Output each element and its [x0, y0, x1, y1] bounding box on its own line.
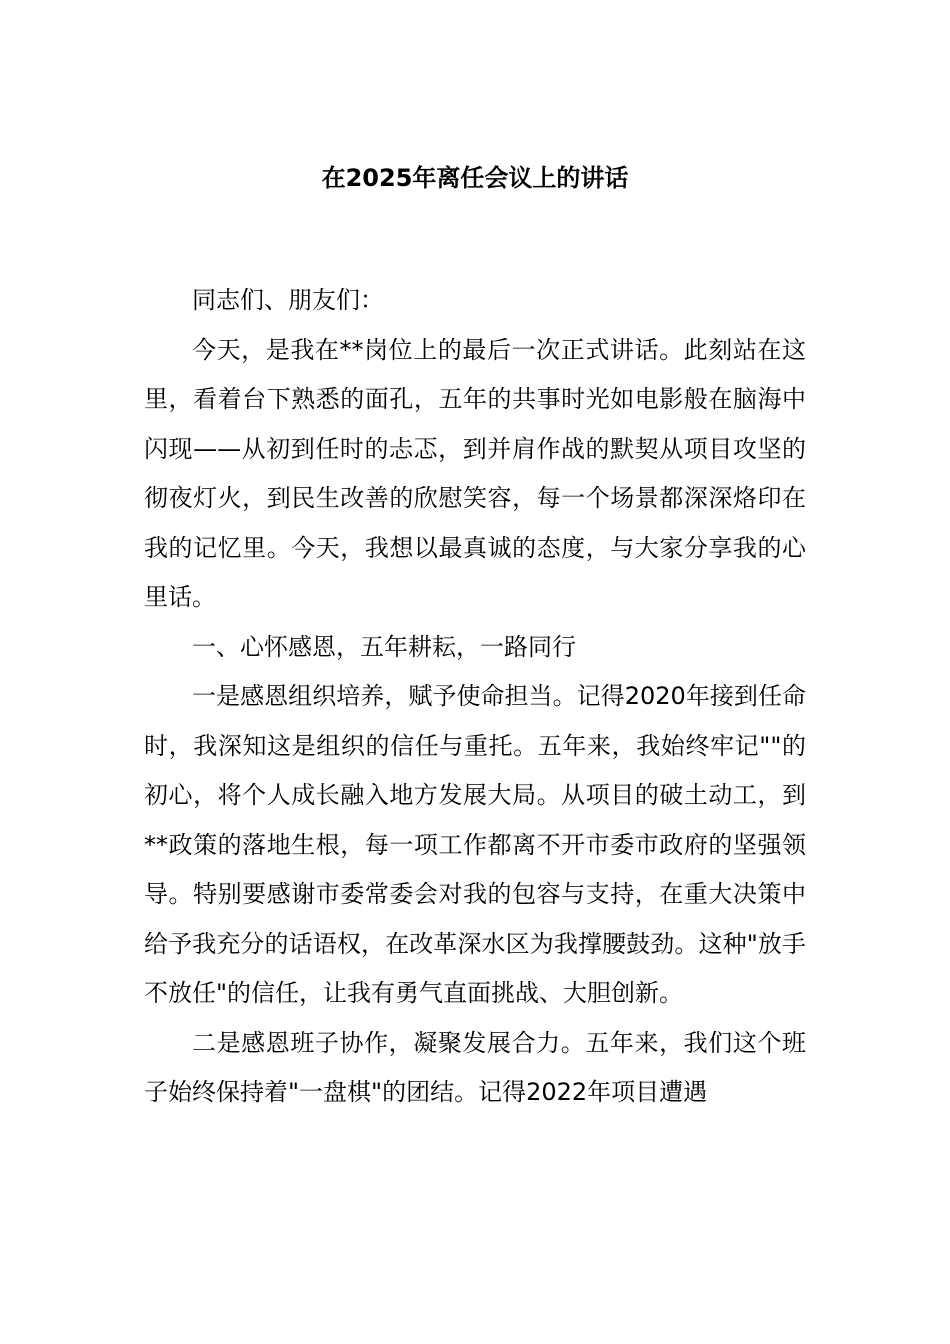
paragraph-opening: 今天，是我在**岗位上的最后一次正式讲话。此刻站在这里，看着台下熟悉的面孔，五年的共事时光如电影般在脑海中闪现——从初到任时的忐忑，到并肩作战的默契从项目攻坚的彻夜灯火，到民生改善的欣慰笑容，每一个场景都深深烙印在我的记忆里。今天，我想以最真诚的态度，与大家分享我的心里话。: [144, 335, 806, 611]
paragraph-gratitude-team: 二是感恩班子协作，凝聚发展合力。五年来，我们这个班子始终保持着"一盘棋"的团结。记得2022年项目遭遇: [144, 1028, 806, 1106]
paragraph-gratitude-organization: 一是感恩组织培养，赋予使命担当。记得2020年接到任命时，我深知这是组织的信任与重托。五年来，我始终牢记""的初心，将个人成长融入地方发展大局。从项目的破土动工，到**政策的落地生根，每一项工作都离不开市委市政府的坚强领导。特别要感谢市委常委会对我的包容与支持，在重大决策中给予我充分的话语权，在改革深水区为我撑腰鼓劲。这种"放手不放任"的信任，让我有勇气直面挑战、大胆创新。: [144, 682, 806, 1007]
paragraph-salutation: 同志们、朋友们：: [192, 286, 384, 314]
section-heading-1: 一、心怀感恩，五年耕耘，一路同行: [192, 632, 576, 661]
document-body: [144, 276, 806, 1118]
document-title: 在2025年离任会议上的讲话: [321, 164, 629, 192]
